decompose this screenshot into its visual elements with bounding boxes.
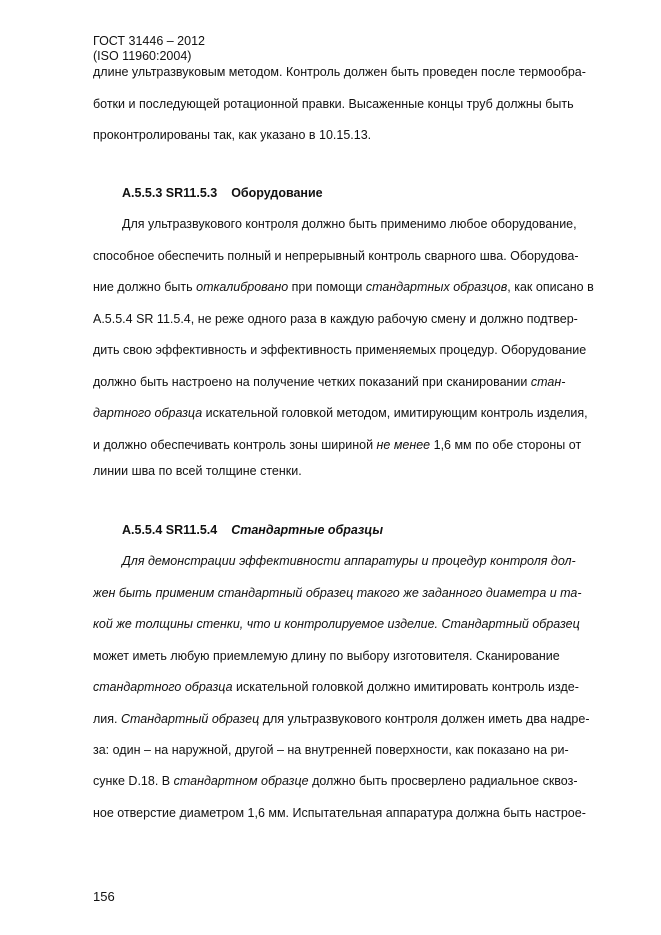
para-line: способное обеспечить полный и непрерывный контроль сварного шва. Оборудова- <box>93 249 579 263</box>
para-line: сунке D.18. В стандартном образце должно быть просверлено радиальное сквоз- <box>93 774 578 788</box>
para-line: ние должно быть откалибровано при помощи стандартных образцов, как описано в <box>93 280 594 294</box>
section-title: Стандартные образцы <box>231 523 384 537</box>
standard-designation: ГОСТ 31446 – 2012 <box>93 34 205 48</box>
intro-line-3: проконтролированы так, как указано в 10.15.13. <box>93 128 372 142</box>
para-line: жен быть применим стандартный образец такого же заданного диаметра и та- <box>93 586 582 600</box>
iso-reference: (ISO 11960:2004) <box>93 49 192 63</box>
section-number: А.5.5.3 SR11.5.3 <box>122 186 218 200</box>
intro-line-2: ботки и последующей ротационной правки. Высаженные концы труб должны быть <box>93 97 574 111</box>
para-line: дить свою эффективность и эффективность применяемых процедур. Оборудование <box>93 343 587 357</box>
intro-line-1: длине ультразвуковым методом. Контроль должен быть проведен после термообра- <box>93 65 586 79</box>
para-line: должно быть настроено на получение четких показаний при сканировании стан- <box>93 375 566 389</box>
para-line: стандартного образца искательной головкой должно имитировать контроль изде- <box>93 680 579 694</box>
section-heading-a553 <box>122 185 323 201</box>
para-line: А.5.5.4 SR 11.5.4, не реже одного раза в каждую рабочую смену и должно подтвер- <box>93 312 578 326</box>
para-line: Для ультразвукового контроля должно быть применимо любое оборудование, <box>122 217 577 231</box>
para-line: ное отверстие диаметром 1,6 мм. Испытательная аппаратура должна быть настрое- <box>93 806 586 820</box>
para-line: линии шва по всей толщине стенки. <box>93 464 302 478</box>
section-title: Оборудование <box>231 186 323 200</box>
page-number: 156 <box>93 889 115 904</box>
para-line: может иметь любую приемлемую длину по выбору изготовителя. Сканирование <box>93 649 560 663</box>
para-line: дартного образца искательной головкой методом, имитирующим контроль изделия, <box>93 406 588 420</box>
para-line: кой же толщины стенки, что и контролируемое изделие. Стандартный образец <box>93 617 580 631</box>
para-line: и должно обеспечивать контроль зоны шириной не менее 1,6 мм по обе стороны от <box>93 438 582 452</box>
para-line: за: один – на наружной, другой – на внутренней поверхности, как показано на ри- <box>93 743 569 757</box>
para-line: Для демонстрации эффективности аппаратуры и процедур контроля дол- <box>122 554 576 568</box>
section-number: А.5.5.4 SR11.5.4 <box>122 523 218 537</box>
para-line: лия. Стандартный образец для ультразвукового контроля должен иметь два надре- <box>93 712 590 726</box>
section-heading-a554 <box>122 522 383 538</box>
